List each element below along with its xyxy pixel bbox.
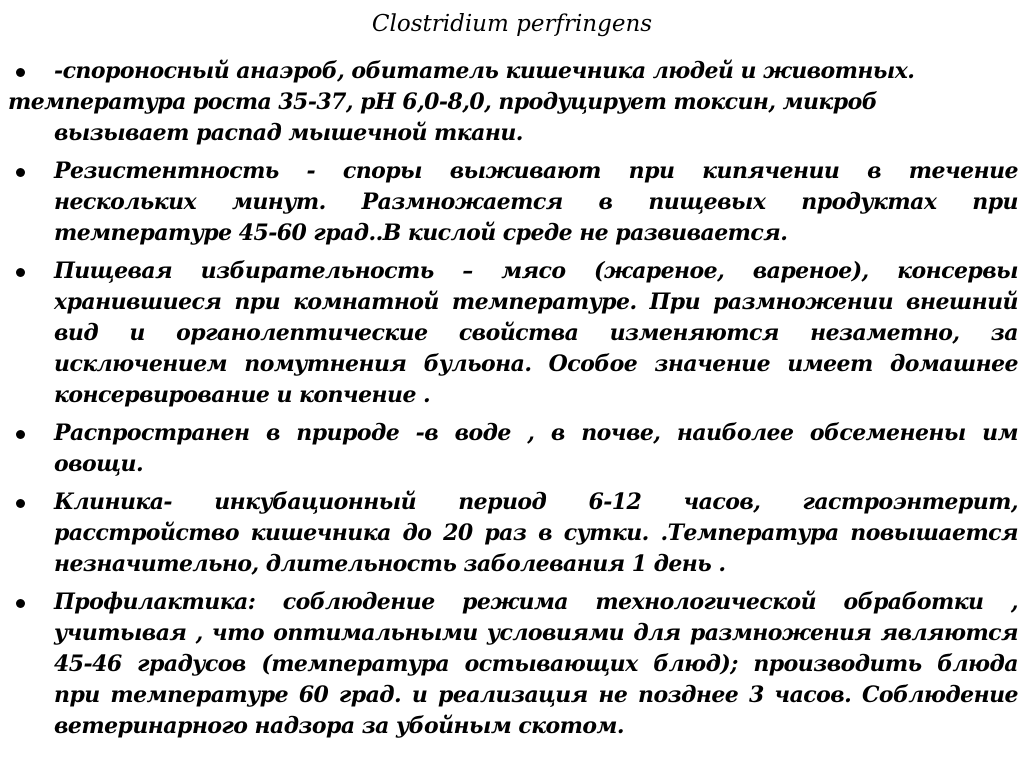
bullet-dot-icon (16, 430, 25, 439)
bullet-item (8, 418, 1018, 480)
bullet-dot-icon (16, 499, 25, 508)
bullet-dot-icon (16, 168, 25, 177)
bullet-item (8, 487, 1018, 580)
bullet-text: Распространен в природе -в воде , в почве, наиболее обсеменены им овощи. (54, 420, 1018, 477)
bullet-dot-icon (16, 599, 25, 608)
bullet-item (8, 256, 1018, 411)
bullet-text: Резистентность - споры выживают при кипячении в течение нескольких минут. Размножается в пищевых продуктах при температуре 45-60 град..В кислой среде не развивается. (54, 158, 1018, 246)
slide-title: Clostridium perfringens (371, 11, 653, 37)
bullet-item (8, 156, 1018, 249)
bullet-text: Клиника- инкубационный период 6-12 часов, гастроэнтерит, расстройство кишечника до 20 раз в сутки. .Температура повышается незначительно, длительность заболевания 1 день . (54, 489, 1018, 577)
paragraph-line: вызывает распад мышечной ткани. (54, 120, 523, 146)
bullet-dot-icon (16, 68, 25, 77)
bullet-list (8, 56, 1018, 749)
bullet-item (8, 587, 1018, 742)
bullet-text: -спороносный анаэроб, обитатель кишечника людей и животных. (54, 58, 915, 84)
bullet-dot-icon (16, 268, 25, 277)
paragraph (8, 87, 1018, 149)
bullet-text: Пищевая избирательность – мясо (жареное, вареное), консервы хранившиеся при комнатной температуре. При размножении внешний вид и органолептические свойства изменяются незаметно, за исключением помутнения бульона. Особое значение имеет домашнее консервирование и копчение . (54, 258, 1018, 408)
bullet-item (8, 56, 1018, 87)
bullet-text: Профилактика: соблюдение режима технологической обработки , учитывая , что оптимальными условиями для размножения являются 45-46 градусов (температура остывающих блюд); производить блюда при температуре 60 град. и реализация не позднее 3 часов. Соблюдение ветеринарного надзора за убойным скотом. (54, 589, 1018, 739)
paragraph-line: температура роста 35-37, pH 6,0-8,0, продуцирует токсин, микроб (8, 89, 878, 115)
